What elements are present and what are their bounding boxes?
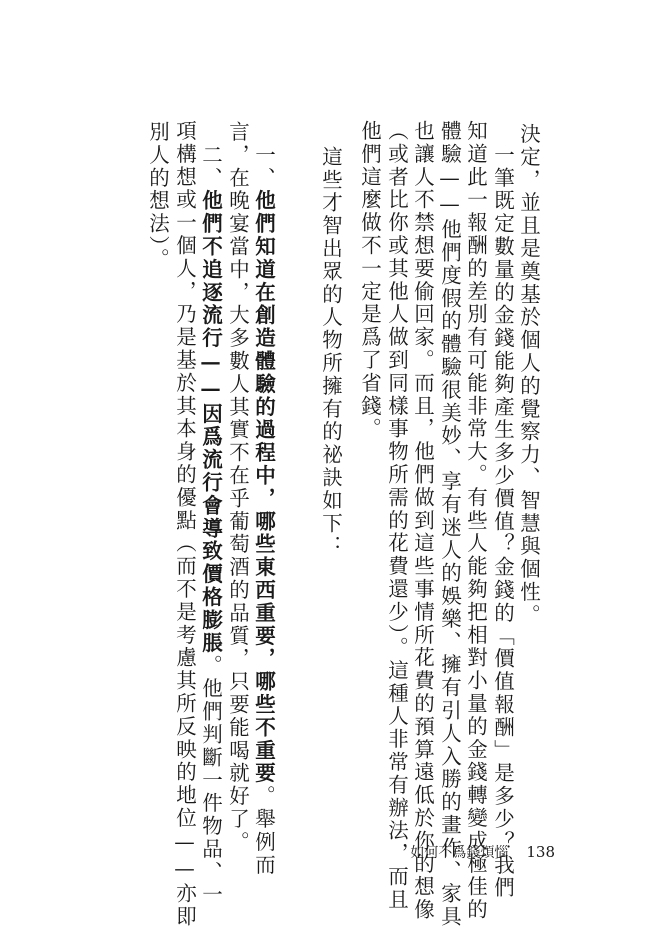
bold-phrase: 他們不追逐流行——因爲流行會導致價格膨脹	[198, 189, 223, 655]
text-column	[412, 120, 433, 922]
page-number: 138	[526, 843, 555, 861]
text-column	[200, 121, 221, 907]
text-column	[465, 120, 486, 922]
text-run: 項構想或一個人，乃是基於其本身的優點（而不是考慮其所反映的地位——亦即	[172, 120, 197, 929]
text-column	[518, 123, 539, 627]
text-column	[147, 121, 168, 271]
text-column	[359, 120, 380, 441]
text-run: （或者比你或其他人做到同樣事物所需的花費還少）。這種人非常有辦法，而且	[384, 120, 409, 912]
text-run: 二、	[198, 121, 223, 190]
text-column	[253, 121, 274, 877]
text-run: 。他們判斷一件物品、一	[198, 654, 223, 907]
text-run: 別人的想法）。	[145, 121, 170, 272]
text-run: 這些才智出眾的人物所擁有的祕訣如下：	[318, 123, 343, 559]
text-run: 言，在晚宴當中，大多數人其實不在乎葡萄酒的品質，只要能喝就好了。	[225, 121, 250, 854]
text-column	[320, 123, 341, 558]
text-run: 。舉例而	[251, 785, 276, 877]
text-run: 一筆既定數量的金錢能夠產生多少價值？金錢的「價值報酬」是多少？我們	[490, 121, 515, 900]
text-run: 也讓人不禁想要偷回家。而且，他們做到這些事情所花費的預算遠低於你的想像	[410, 120, 435, 922]
text-run: 知道此一報酬的差別有可能非常大。有些人能夠把相對小量的金錢轉變成極佳的	[463, 120, 488, 922]
text-column	[492, 121, 513, 900]
text-run: 他們這麼做不一定是爲了省錢。	[357, 120, 382, 441]
text-column	[439, 120, 460, 929]
text-column	[227, 121, 248, 854]
page-footer	[410, 842, 555, 862]
text-run: 一、	[251, 121, 276, 190]
text-run: 決定，並且是奠基於個人的覺察力、智慧與個性。	[516, 123, 541, 627]
text-run: 體驗——他們度假的體驗很美妙、享有迷人的娛樂、擁有引人入勝的畫作、家具	[437, 120, 462, 929]
running-title: 如何不爲錢煩惱	[410, 845, 509, 861]
text-column	[386, 120, 407, 911]
bold-phrase: 他們知道在創造體驗的過程中，哪些東西重要，哪些不重要	[251, 189, 276, 786]
text-column	[174, 120, 195, 929]
